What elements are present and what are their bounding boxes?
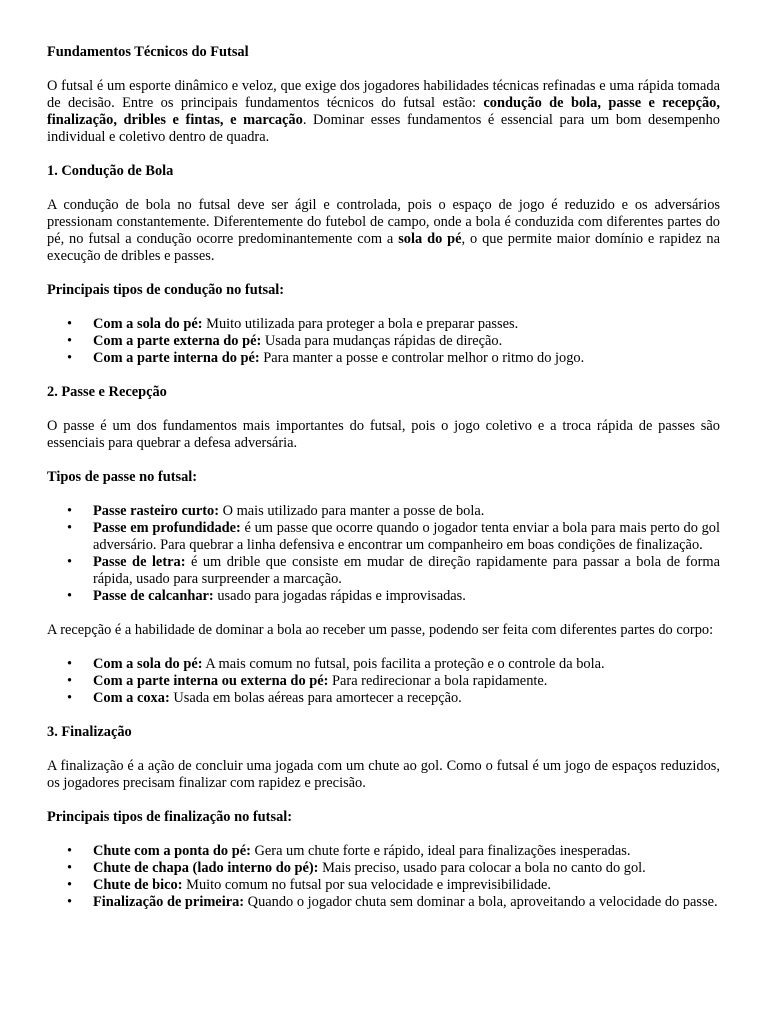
list-heading: Principais tipos de condução no futsal: xyxy=(47,282,285,298)
bullet-icon: • xyxy=(67,588,73,604)
bullet-icon: • xyxy=(67,843,73,859)
list-item-term: Finalização de primeira: xyxy=(93,894,245,910)
list-item xyxy=(47,588,720,605)
bullet-icon: • xyxy=(67,877,73,893)
list-item xyxy=(47,673,720,690)
list-item-text: Quando o jogador chuta sem dominar a bola, aproveitando a velocidade do passe. xyxy=(244,894,718,910)
bullet-icon: • xyxy=(67,690,73,706)
section-paragraph xyxy=(47,197,720,265)
section-heading: 1. Condução de Bola xyxy=(47,163,174,179)
list-item-term: Chute com a ponta do pé: xyxy=(93,843,251,859)
list-item-term: Com a sola do pé: xyxy=(93,656,203,672)
bullet-list xyxy=(47,316,720,367)
list-item-text: usado para jogadas rápidas e improvisadas. xyxy=(213,588,466,604)
list-item-text: Muito comum no futsal por sua velocidade e imprevisibilidade. xyxy=(182,877,552,893)
bullet-list xyxy=(47,503,720,605)
paragraph-text-end: , o que permite maior domínio e rapidez na execução de dribles e passes. xyxy=(47,231,720,264)
list-item-term: Com a parte interna do pé: xyxy=(93,350,260,366)
intro-text: O futsal é um esporte dinâmico e veloz, que exige dos jogadores habilidades técnicas refinadas e uma rápida tomada de decisão. Entre os principais fundamentos técnicos do futsal estão: xyxy=(47,78,720,111)
bullet-icon: • xyxy=(67,894,73,910)
list-item-text: Gera um chute forte e rápido, ideal para finalizações inesperadas. xyxy=(250,843,631,859)
list-heading: Tipos de passe no futsal: xyxy=(47,469,198,485)
section-heading: 3. Finalização xyxy=(47,724,132,740)
section-paragraph: A finalização é a ação de concluir uma jogada com um chute ao gol. Como o futsal é um jogo de espaços reduzidos, os jogadores precisam finalizar com rapidez e precisão. xyxy=(47,758,720,791)
bullet-icon: • xyxy=(67,333,73,349)
list-item xyxy=(47,690,720,707)
list-item xyxy=(47,520,720,554)
list-heading: Principais tipos de finalização no futsal: xyxy=(47,809,293,825)
intro-text-end: . Dominar esses fundamentos é essencial para um bom desempenho individual e coletivo dentro de quadra. xyxy=(47,112,720,145)
list-item xyxy=(47,894,720,911)
bullet-icon: • xyxy=(67,656,73,672)
list-item-term: Com a coxa: xyxy=(93,690,170,706)
intro-paragraph xyxy=(47,78,720,146)
list-item-text: Usada em bolas aéreas para amortecer a recepção. xyxy=(169,690,462,706)
paragraph-text: A condução de bola no futsal deve ser ágil e controlada, pois o espaço de jogo é reduzido e os adversários pressionam constantemente. Diferentemente do futebol de campo, onde a bola é conduzida com diferentes partes do pé, no futsal a condução ocorre predominantemente com a xyxy=(47,197,720,247)
bullet-icon: • xyxy=(67,860,73,876)
list-item xyxy=(47,503,720,520)
bullet-list xyxy=(47,843,720,911)
list-item-text: Mais preciso, usado para colocar a bola no canto do gol. xyxy=(318,860,646,876)
bullet-icon: • xyxy=(67,554,73,570)
bullet-icon: • xyxy=(67,673,73,689)
list-item-term: Com a sola do pé: xyxy=(93,316,203,332)
list-item-term: Com a parte interna ou externa do pé: xyxy=(93,673,329,689)
list-item-text: A mais comum no futsal, pois facilita a proteção e o controle da bola. xyxy=(202,656,605,672)
list-item-term: Chute de bico: xyxy=(93,877,183,893)
list-item xyxy=(47,333,720,350)
section-heading: 2. Passe e Recepção xyxy=(47,384,167,400)
list-item-term: Passe em profundidade: xyxy=(93,520,241,536)
reception-paragraph: A recepção é a habilidade de dominar a bola ao receber um passe, podendo ser feita com diferentes partes do corpo: xyxy=(47,622,714,638)
list-item-term: Passe de calcanhar: xyxy=(93,588,214,604)
paragraph-bold-text: sola do pé xyxy=(398,231,462,247)
list-item-term: Chute de chapa (lado interno do pé): xyxy=(93,860,319,876)
list-item xyxy=(47,316,720,333)
section-paragraph: O passe é um dos fundamentos mais importantes do futsal, pois o jogo coletivo e a troca rápida de passes são essenciais para quebrar a defesa adversária. xyxy=(47,418,720,451)
list-item xyxy=(47,350,720,367)
list-item-text: Usada para mudanças rápidas de direção. xyxy=(261,333,503,349)
list-item-term: Passe rasteiro curto: xyxy=(93,503,220,519)
list-item xyxy=(47,554,720,588)
list-item-text: Para manter a posse e controlar melhor o ritmo do jogo. xyxy=(259,350,585,366)
list-item-text: O mais utilizado para manter a posse de bola. xyxy=(219,503,485,519)
list-item-text: é um passe que ocorre quando o jogador tenta enviar a bola para mais perto do gol adversário. Para quebrar a linha defensiva e encontrar um companheiro em boas condições de finalização. xyxy=(93,520,720,553)
bullet-icon: • xyxy=(67,503,73,519)
list-item-term: Passe de letra: xyxy=(93,554,186,570)
list-item xyxy=(47,860,720,877)
intro-bold-text: condução de bola, passe e recepção, finalização, dribles e fintas, e marcação xyxy=(47,95,720,128)
list-item xyxy=(47,877,720,894)
bullet-icon: • xyxy=(67,350,73,366)
document-page xyxy=(47,44,720,928)
bullet-icon: • xyxy=(67,316,73,332)
list-item-text: Muito utilizada para proteger a bola e preparar passes. xyxy=(202,316,519,332)
list-item-text: Para redirecionar a bola rapidamente. xyxy=(328,673,548,689)
bullet-icon: • xyxy=(67,520,73,536)
list-item-text: é um drible que consiste em mudar de direção rapidamente para passar a bola de forma rápida, usado para surpreender a marcação. xyxy=(93,554,720,587)
document-title: Fundamentos Técnicos do Futsal xyxy=(47,44,249,60)
list-item-term: Com a parte externa do pé: xyxy=(93,333,262,349)
bullet-list xyxy=(47,656,720,707)
list-item xyxy=(47,656,720,673)
list-item xyxy=(47,843,720,860)
